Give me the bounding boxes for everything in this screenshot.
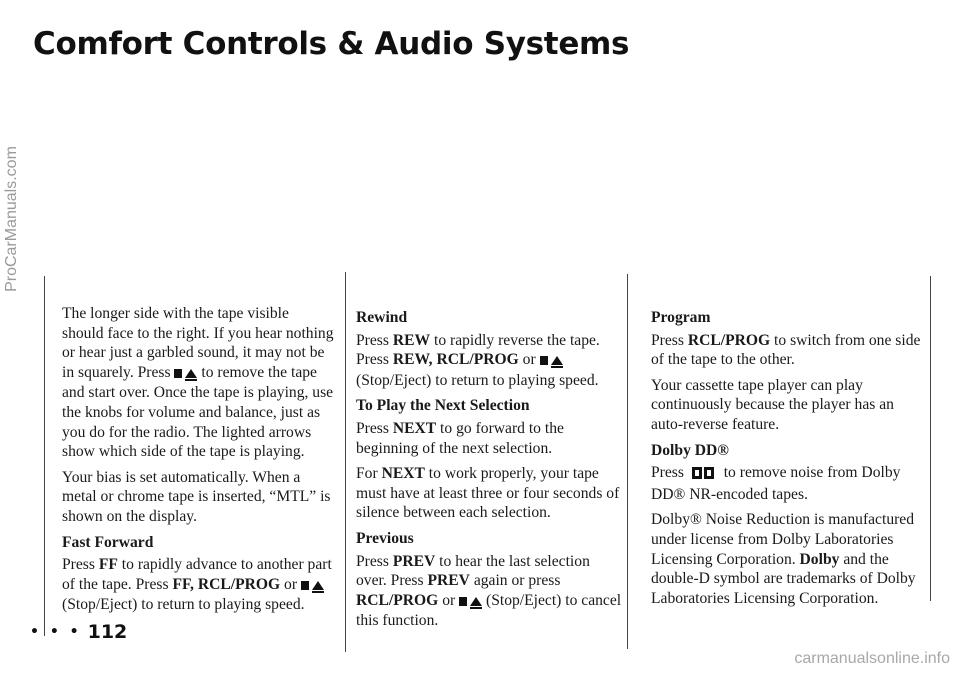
paragraph-bias: Your bias is set automatically. When a metal or chrome tape is inserted, “MTL” is shown on the display. xyxy=(62,468,331,525)
column-2 xyxy=(356,308,624,637)
paragraph-auto-reverse: Your cassette tape player can play continuously because the player has an auto-reverse feature. xyxy=(651,376,894,433)
paragraph-dolby-press: Press to remove noise from Dolby DD® NR-encoded tapes. xyxy=(651,464,901,503)
heading-rewind: Rewind xyxy=(356,309,408,326)
paragraph-fast-forward: Press FF to rapidly advance to another part of the tape. Press FF, RCL/PROG or (Stop/Eject) to return to playing speed. xyxy=(62,556,332,614)
right-divider-rule xyxy=(627,274,628,649)
column-1 xyxy=(62,304,334,621)
dolby-double-d-icon xyxy=(692,465,716,485)
paragraph-previous: Press PREV to hear the last selection over. Press PREV again or press RCL/PROG or (Stop/Eject) to cancel this function. xyxy=(356,552,622,630)
right-rule xyxy=(930,276,931,601)
stop-eject-icon xyxy=(174,364,197,384)
left-rule xyxy=(44,276,45,636)
column-3 xyxy=(651,308,923,614)
stop-eject-icon xyxy=(540,351,563,371)
footer-watermark: carmanualsonline.info xyxy=(794,650,950,667)
page-number xyxy=(30,621,127,643)
stop-eject-icon xyxy=(459,592,482,612)
side-watermark-text: ProCarManuals.com xyxy=(3,146,20,292)
paragraph-tape-insertion: The longer side with the tape visible should face to the right. If you hear nothing or hear just a garbled sound, it may not be in squarely. Press to remove the tape and start over. Once the tape is playing, use the knobs for volume and balance, just as you do for the radio. The lighted arrows show which side of the tape is playing. xyxy=(62,305,334,461)
paragraph-dolby-license: Dolby® Noise Reduction is manufactured under license from Dolby Laboratories Licensing Corporation. Dolby and the double-D symbol are trademarks of Dolby Laboratories Licensing Corporation. xyxy=(651,511,916,607)
page-number-value: 112 xyxy=(87,621,128,643)
heading-dolby: Dolby DD® xyxy=(651,441,729,459)
stop-eject-icon xyxy=(301,576,324,596)
page-title: Comfort Controls & Audio Systems xyxy=(33,26,630,62)
paragraph-next: Press NEXT to go forward to the beginning of the next selection. xyxy=(356,419,564,457)
side-watermark xyxy=(2,0,22,674)
page-dots: • • • xyxy=(30,624,82,640)
heading-next-selection: To Play the Next Selection xyxy=(356,397,530,415)
paragraph-next-requirements: For NEXT to work properly, your tape must have at least three or four seconds of silence between each selection. xyxy=(356,465,620,522)
paragraph-program: Press RCL/PROG to switch from one side of the tape to the other. xyxy=(651,331,921,369)
heading-previous: Previous xyxy=(356,529,414,547)
middle-rule xyxy=(345,272,346,652)
heading-program: Program xyxy=(651,309,711,326)
paragraph-rewind: Press REW to rapidly reverse the tape. Press REW, RCL/PROG or (Stop/Eject) to return to playing speed. xyxy=(356,331,600,389)
heading-fast-forward: Fast Forward xyxy=(62,533,154,551)
